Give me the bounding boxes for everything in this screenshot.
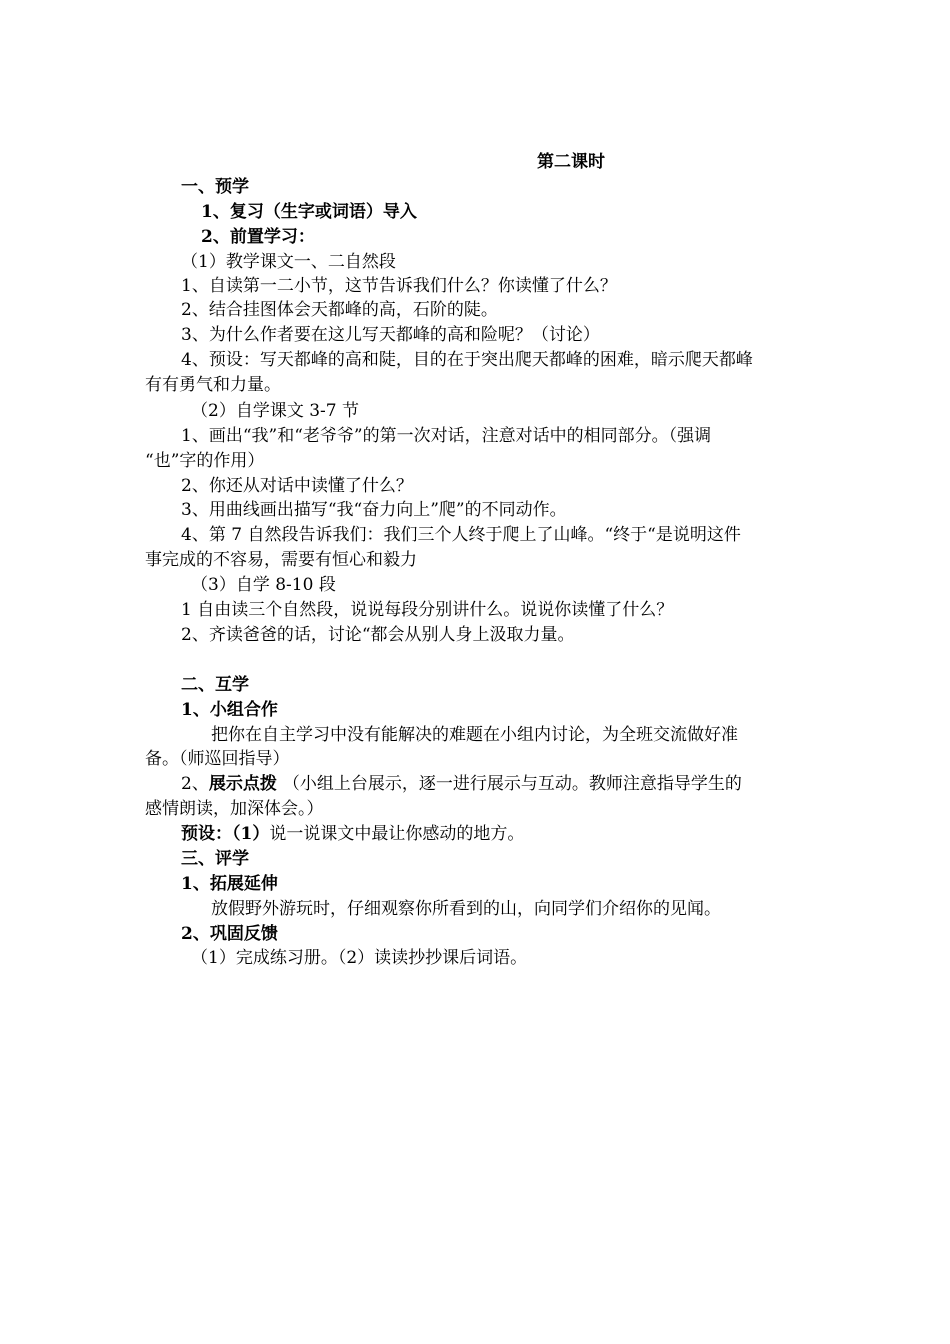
section2-item2-line2: 感情朗读，加深体会。） bbox=[145, 799, 324, 819]
section2-item1-line2: 备。（师巡回指导） bbox=[145, 749, 290, 769]
sub2-q2: 2、你还从对话中读懂了什么？ bbox=[181, 476, 413, 496]
sub3-heading: （3）自学 8-10 段 bbox=[191, 575, 336, 595]
section2-item1-heading: 1、小组合作 bbox=[181, 700, 278, 720]
sub1-heading: （1）教学课文一、二自然段 bbox=[181, 252, 396, 272]
sub2-q1-line1: 1、画出“我”和“老爷爷”的第一次对话，注意对话中的相同部分。（强调 bbox=[181, 426, 712, 446]
section1-heading: 一、预学 bbox=[181, 177, 249, 197]
section2-item2-rest: （小组上台展示，逐一进行展示与互动。教师注意指导学生的 bbox=[282, 774, 742, 794]
section2-preset bbox=[181, 822, 524, 846]
sub2-q4-line1: 4、第 7 自然段告诉我们：我们三个人终于爬上了山峰。“终于“是说明这件 bbox=[181, 525, 741, 545]
sub2-q1-line2: “也”字的作用） bbox=[145, 451, 265, 471]
section2-item2-prefix: 2、 bbox=[181, 774, 209, 794]
sub2-q4-line2: 事完成的不容易，需要有恒心和毅力 bbox=[145, 550, 417, 570]
section3-item1-text: 放假野外游玩时，仔细观察你所看到的山，向同学们介绍你的见闻。 bbox=[211, 899, 721, 919]
section3-item1-heading: 1、拓展延伸 bbox=[181, 874, 278, 894]
sub1-q3: 3、为什么作者要在这儿写天都峰的高和险呢？（讨论） bbox=[181, 325, 600, 345]
section2-item2-bold: 展示点拨 bbox=[208, 774, 277, 794]
section2-preset-label: 预设：（1） bbox=[181, 824, 270, 844]
section3-item2-heading: 2、巩固反馈 bbox=[181, 924, 278, 944]
sub1-q4-line1: 4、预设：写天都峰的高和陡，目的在于突出爬天都峰的困难，暗示爬天都峰 bbox=[181, 350, 753, 370]
section3-heading: 三、评学 bbox=[181, 849, 249, 869]
section1-item1: 1、复习（生字或词语）导入 bbox=[201, 202, 417, 222]
sub3-q2: 2、齐读爸爸的话，讨论“都会从别人身上汲取力量。 bbox=[181, 625, 575, 645]
sub2-heading: （2）自学课文 3-7 节 bbox=[191, 401, 359, 421]
section2-preset-text: 说一说课文中最让你感动的地方。 bbox=[269, 824, 525, 844]
section3-item2-text: （1）完成练习册。（2）读读抄抄课后词语。 bbox=[191, 948, 528, 968]
sub2-q3: 3、用曲线画出描写“我“奋力向上”爬”的不同动作。 bbox=[181, 500, 567, 520]
document-title: 第二课时 bbox=[537, 152, 605, 172]
section2-item1-line1: 把你在自主学习中没有能解决的难题在小组内讨论，为全班交流做好准 bbox=[211, 725, 738, 745]
section1-item2: 2、前置学习： bbox=[201, 227, 315, 247]
section2-heading: 二、互学 bbox=[181, 675, 249, 695]
sub1-q1: 1、自读第一二小节，这节告诉我们什么？你读懂了什么？ bbox=[181, 276, 617, 296]
sub1-q4-line2: 有有勇气和力量。 bbox=[145, 375, 281, 395]
sub1-q2: 2、结合挂图体会天都峰的高，石阶的陡。 bbox=[181, 300, 498, 320]
sub3-q1: 1 自由读三个自然段，说说每段分别讲什么。说说你读懂了什么？ bbox=[181, 600, 674, 620]
section2-item2-line1 bbox=[181, 772, 742, 796]
